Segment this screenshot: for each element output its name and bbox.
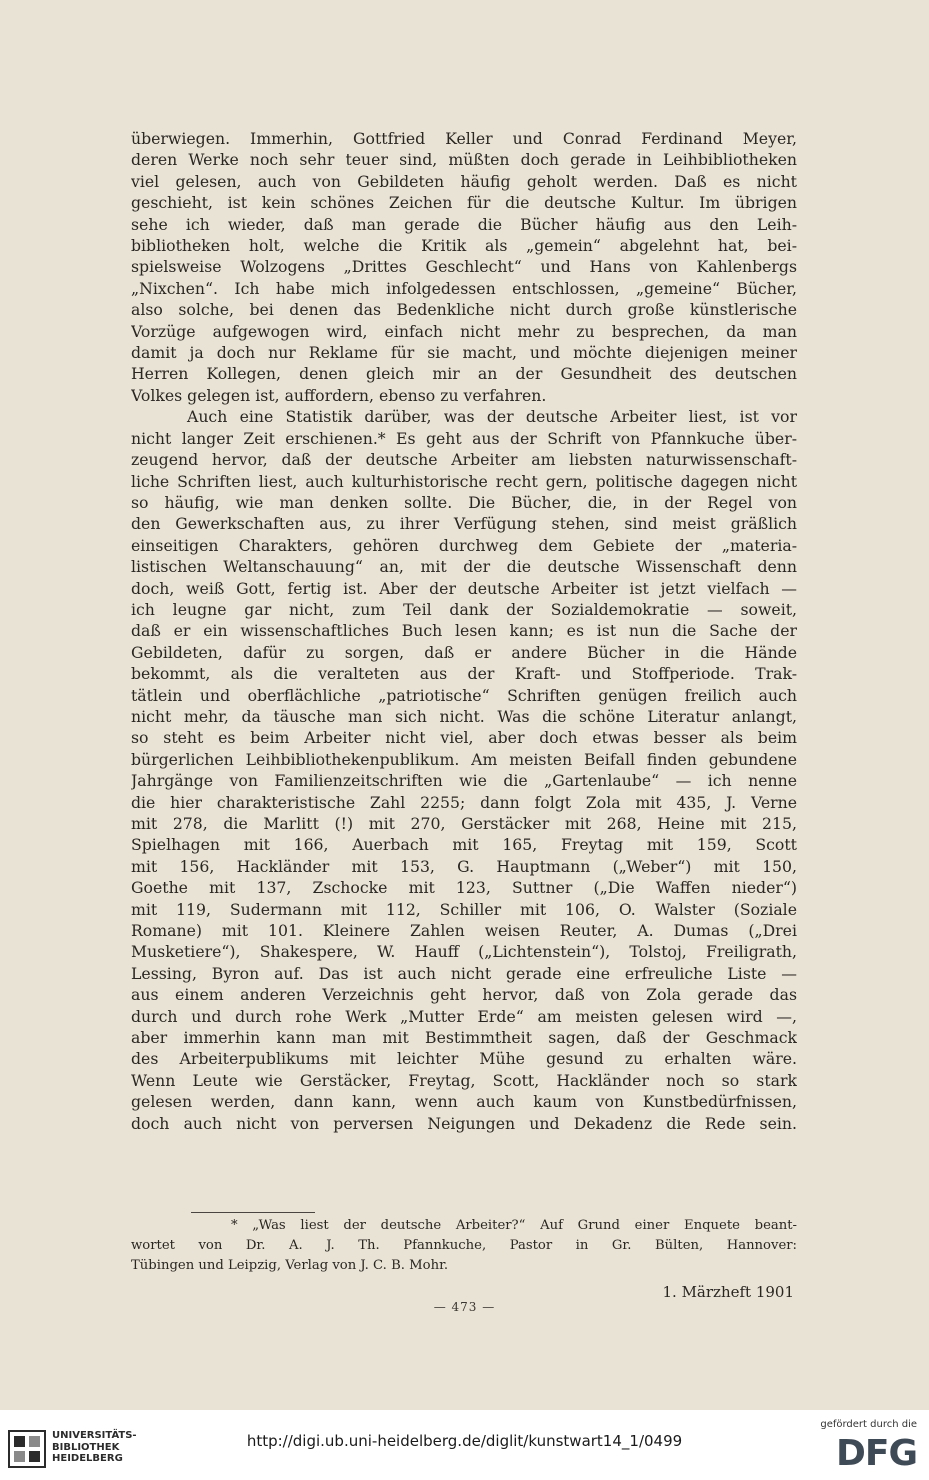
- footnote: [131, 1216, 797, 1276]
- body-text-line: bibliotheken holt, welche die Kritik als „gemein“ abgelehnt hat, bei-: [131, 236, 797, 256]
- body-text-line: Lessing, Byron auf. Das ist auch nicht gerade eine erfreuliche Liste —: [131, 963, 797, 983]
- body-text-line: Spielhagen mit 166, Auerbach mit 165, Freytag mit 159, Scott: [131, 835, 797, 855]
- body-text-line: viel gelesen, auch von Gebildeten häufig geholt werden. Daß es nicht: [131, 171, 797, 191]
- body-text-line: also solche, bei denen das Bedenkliche nicht durch große künstlerische: [131, 300, 797, 320]
- body-text-line: sehe ich wieder, daß man gerade die Bücher häufig aus den Leih-: [131, 214, 797, 234]
- body-text-line: spielsweise Wolzogens „Drittes Geschlecht“ und Hans von Kahlenbergs: [131, 257, 797, 277]
- university-library-name: UNIVERSITÄTS- BIBLIOTHEK HEIDELBERG: [52, 1430, 137, 1464]
- body-text-line: geschieht, ist kein schönes Zeichen für die deutsche Kultur. Im übrigen: [131, 193, 797, 213]
- body-text-line: gelesen werden, dann kann, wenn auch kaum von Kunstbedürfnissen,: [131, 1092, 797, 1112]
- body-text-line: aber immerhin kann man mit Bestimmtheit sagen, daß der Geschmack: [131, 1028, 797, 1048]
- body-text-line: deren Werke noch sehr teuer sind, müßten doch gerade in Leihbibliotheken: [131, 150, 797, 170]
- body-text-line: doch, weiß Gott, fertig ist. Aber der deutsche Arbeiter ist jetzt vielfach —: [131, 578, 797, 598]
- footnote-line: wortet von Dr. A. J. Th. Pfannkuche, Pastor in Gr. Bülten, Hannover:: [131, 1238, 797, 1253]
- body-text-line: Musketiere“), Shakespere, W. Hauff („Lichtenstein“), Tolstoj, Freiligrath,: [131, 942, 797, 962]
- source-url-link[interactable]: http://digi.ub.uni-heidelberg.de/diglit/kunstwart14_1/0499: [246, 1432, 683, 1450]
- funded-by-label: gefördert durch die: [820, 1419, 917, 1430]
- body-text-line: des Arbeiterpublikums mit leichter Mühe gesund zu erhalten wäre.: [131, 1049, 797, 1069]
- body-text-line: Goethe mit 137, Zschocke mit 123, Suttner („Die Waffen nieder“): [131, 878, 797, 898]
- body-text-line: doch auch nicht von perversen Neigungen und Dekadenz die Rede sein.: [131, 1113, 797, 1133]
- body-text-line: Herren Kollegen, denen gleich mir an der Gesundheit des deutschen: [131, 364, 797, 384]
- body-text-line: überwiegen. Immerhin, Gottfried Keller und Conrad Ferdinand Meyer,: [131, 129, 797, 148]
- body-text-line: den Gewerkschaften aus, zu ihrer Verfügung stehen, sind meist gräßlich: [131, 514, 797, 534]
- body-text-line: Auch eine Statistik darüber, was der deutsche Arbeiter liest, ist vor: [187, 407, 797, 427]
- footnote-line: Tübingen und Leipzig, Verlag von J. C. B. Mohr.: [131, 1258, 449, 1273]
- body-text: [131, 128, 797, 1134]
- body-text-line: mit 156, Hackländer mit 153, G. Hauptmann („Weber“) mit 150,: [131, 856, 797, 876]
- body-text-line: nicht mehr, da täusche man sich nicht. Was die schöne Literatur anlangt,: [131, 706, 797, 726]
- body-text-line: Jahrgänge von Familienzeitschriften wie die „Gartenlaube“ — ich nenne: [131, 771, 797, 791]
- body-text-line: bekommt, als die veralteten aus der Kraft- und Stoffperiode. Trak-: [131, 664, 797, 684]
- footnote-line: * „Was liest der deutsche Arbeiter?“ Auf Grund einer Enquete beant-: [231, 1218, 797, 1233]
- body-text-line: so häufig, wie man denken sollte. Die Bücher, die, in der Regel von: [131, 492, 797, 512]
- footnote-rule: [191, 1212, 315, 1213]
- issue-label: 1. Märzheft 1901: [662, 1283, 794, 1301]
- body-text-line: tätlein und oberflächliche „patriotische“ Schriften genügen freilich auch: [131, 685, 797, 705]
- body-text-line: Volkes gelegen ist, auffordern, ebenso zu verfahren.: [131, 385, 547, 405]
- body-text-line: ich leugne gar nicht, zum Teil dank der Sozialdemokratie — soweit,: [131, 599, 797, 619]
- page-number: — 473 —: [433, 1300, 496, 1314]
- body-text-line: „Nixchen“. Ich habe mich infolgedessen entschlossen, „gemeine“ Bücher,: [131, 278, 797, 298]
- body-text-line: listischen Weltanschauung“ an, mit der die deutsche Wissenschaft denn: [131, 557, 797, 577]
- body-text-line: die hier charakteristische Zahl 2255; dann folgt Zola mit 435, J. Verne: [131, 792, 797, 812]
- body-text-line: Romane) mit 101. Kleinere Zahlen weisen Reuter, A. Dumas („Drei: [131, 921, 797, 941]
- body-text-line: liche Schriften liest, auch kulturhistorische recht gern, politische dagegen nicht: [131, 471, 797, 491]
- body-text-line: daß er ein wissenschaftliches Buch lesen kann; es ist nun die Sache der: [131, 621, 797, 641]
- body-text-line: damit ja doch nur Reklame für sie macht, und möchte diejenigen meiner: [131, 343, 797, 363]
- body-text-line: Wenn Leute wie Gerstäcker, Freytag, Scott, Hackländer noch so stark: [131, 1070, 797, 1090]
- body-text-line: mit 119, Sudermann mit 112, Schiller mit 106, O. Walster (Soziale: [131, 899, 797, 919]
- body-text-line: aus einem anderen Verzeichnis geht hervor, daß von Zola gerade das: [131, 985, 797, 1005]
- body-text-line: nicht langer Zeit erschienen.* Es geht aus der Schrift von Pfannkuche über-: [131, 428, 797, 448]
- body-text-line: so steht es beim Arbeiter nicht viel, aber doch etwas besser als beim: [131, 728, 797, 748]
- dfg-logo: DFG: [835, 1433, 917, 1474]
- body-text-line: bürgerlichen Leihbibliothekenpublikum. Am meisten Beifall finden gebundene: [131, 749, 797, 769]
- body-text-line: mit 278, die Marlitt (!) mit 270, Gerstäcker mit 268, Heine mit 215,: [131, 814, 797, 833]
- body-text-line: Vorzüge aufgewogen wird, einfach nicht mehr zu besprechen, da man: [131, 321, 797, 341]
- body-text-line: Gebildeten, dafür zu sorgen, daß er andere Bücher in die Hände: [131, 642, 797, 662]
- body-text-line: durch und durch rohe Werk „Mutter Erde“ am meisten gelesen wird —,: [131, 1006, 797, 1026]
- body-text-line: zeugend hervor, daß der deutsche Arbeiter am liebsten naturwissenschaft-: [131, 450, 797, 470]
- body-text-line: einseitigen Charakters, gehören durchweg dem Gebiete der „materia-: [131, 535, 797, 555]
